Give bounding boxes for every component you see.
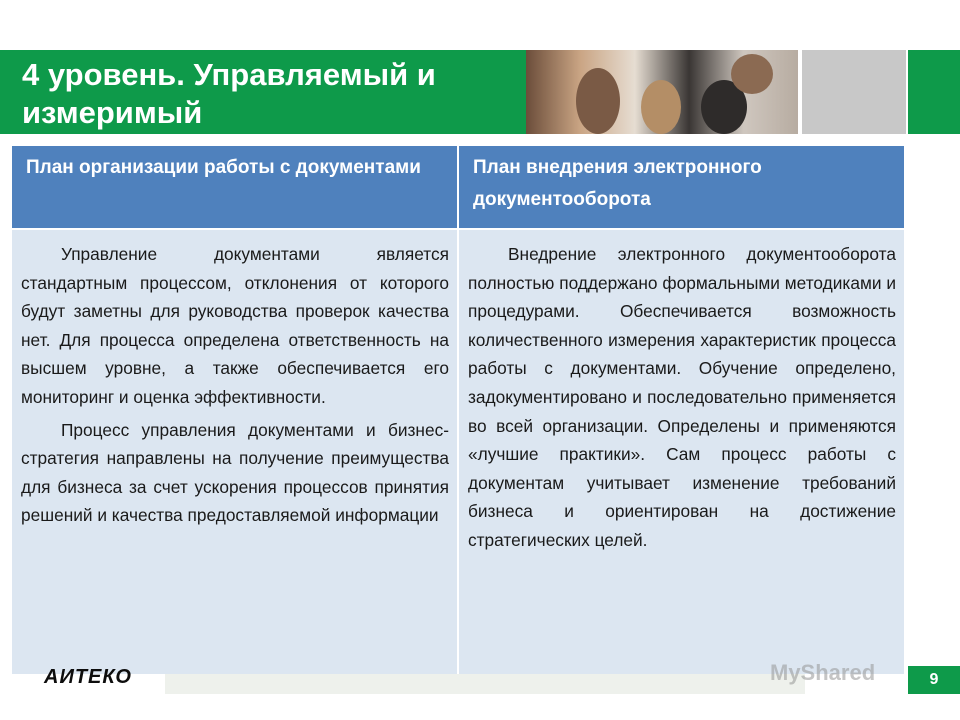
person-silhouette: [641, 80, 681, 134]
paragraph: Внедрение электронного документооборота полностью поддержано формальными методиками и процедурами. Обеспечивается возможность количественного измерения характеристик процесса работы с документами. Обучение определено, задокументировано и последовательно применяется во всей организации. Определены и применяются «лучшие практики». Сам процесс работы с документам учитывает изменение требований бизнеса и ориентирован на достижение стратегических целей.: [468, 244, 896, 550]
table-header-col1: План организации работы с документами: [12, 146, 459, 230]
company-logo: АИТЕКО: [44, 666, 132, 688]
paragraph: Управление документами является стандартным процессом, отклонения от которого будут заметны для руководства проверок качества нет. Для процесса определена ответственность на высшем уровне, а также обеспечивается его мониторинг и оценка эффективности.: [21, 244, 449, 407]
header-gray-block: [802, 50, 906, 134]
table-header-col2: План внедрения электронного документооборота: [459, 146, 906, 230]
paragraph: Процесс управления документами и бизнес-стратегия направлены на получение преимущества для бизнеса за счет ускорения процессов принятия решений и качества предоставляемой информации: [21, 419, 449, 526]
watermark: MyShared: [770, 660, 876, 685]
page-number: 9: [908, 666, 960, 694]
page-title: 4 уровень. Управляемый и измеримый: [22, 57, 436, 130]
comparison-table: [12, 146, 906, 674]
title-bar: [0, 50, 526, 134]
header-photo: [526, 50, 798, 134]
header-green-block: [908, 50, 960, 134]
table-cell-col1: [12, 230, 459, 674]
person-silhouette: [576, 68, 620, 134]
footer-bar: [165, 674, 805, 694]
person-silhouette: [731, 54, 773, 94]
table-cell-col2: [459, 230, 906, 674]
